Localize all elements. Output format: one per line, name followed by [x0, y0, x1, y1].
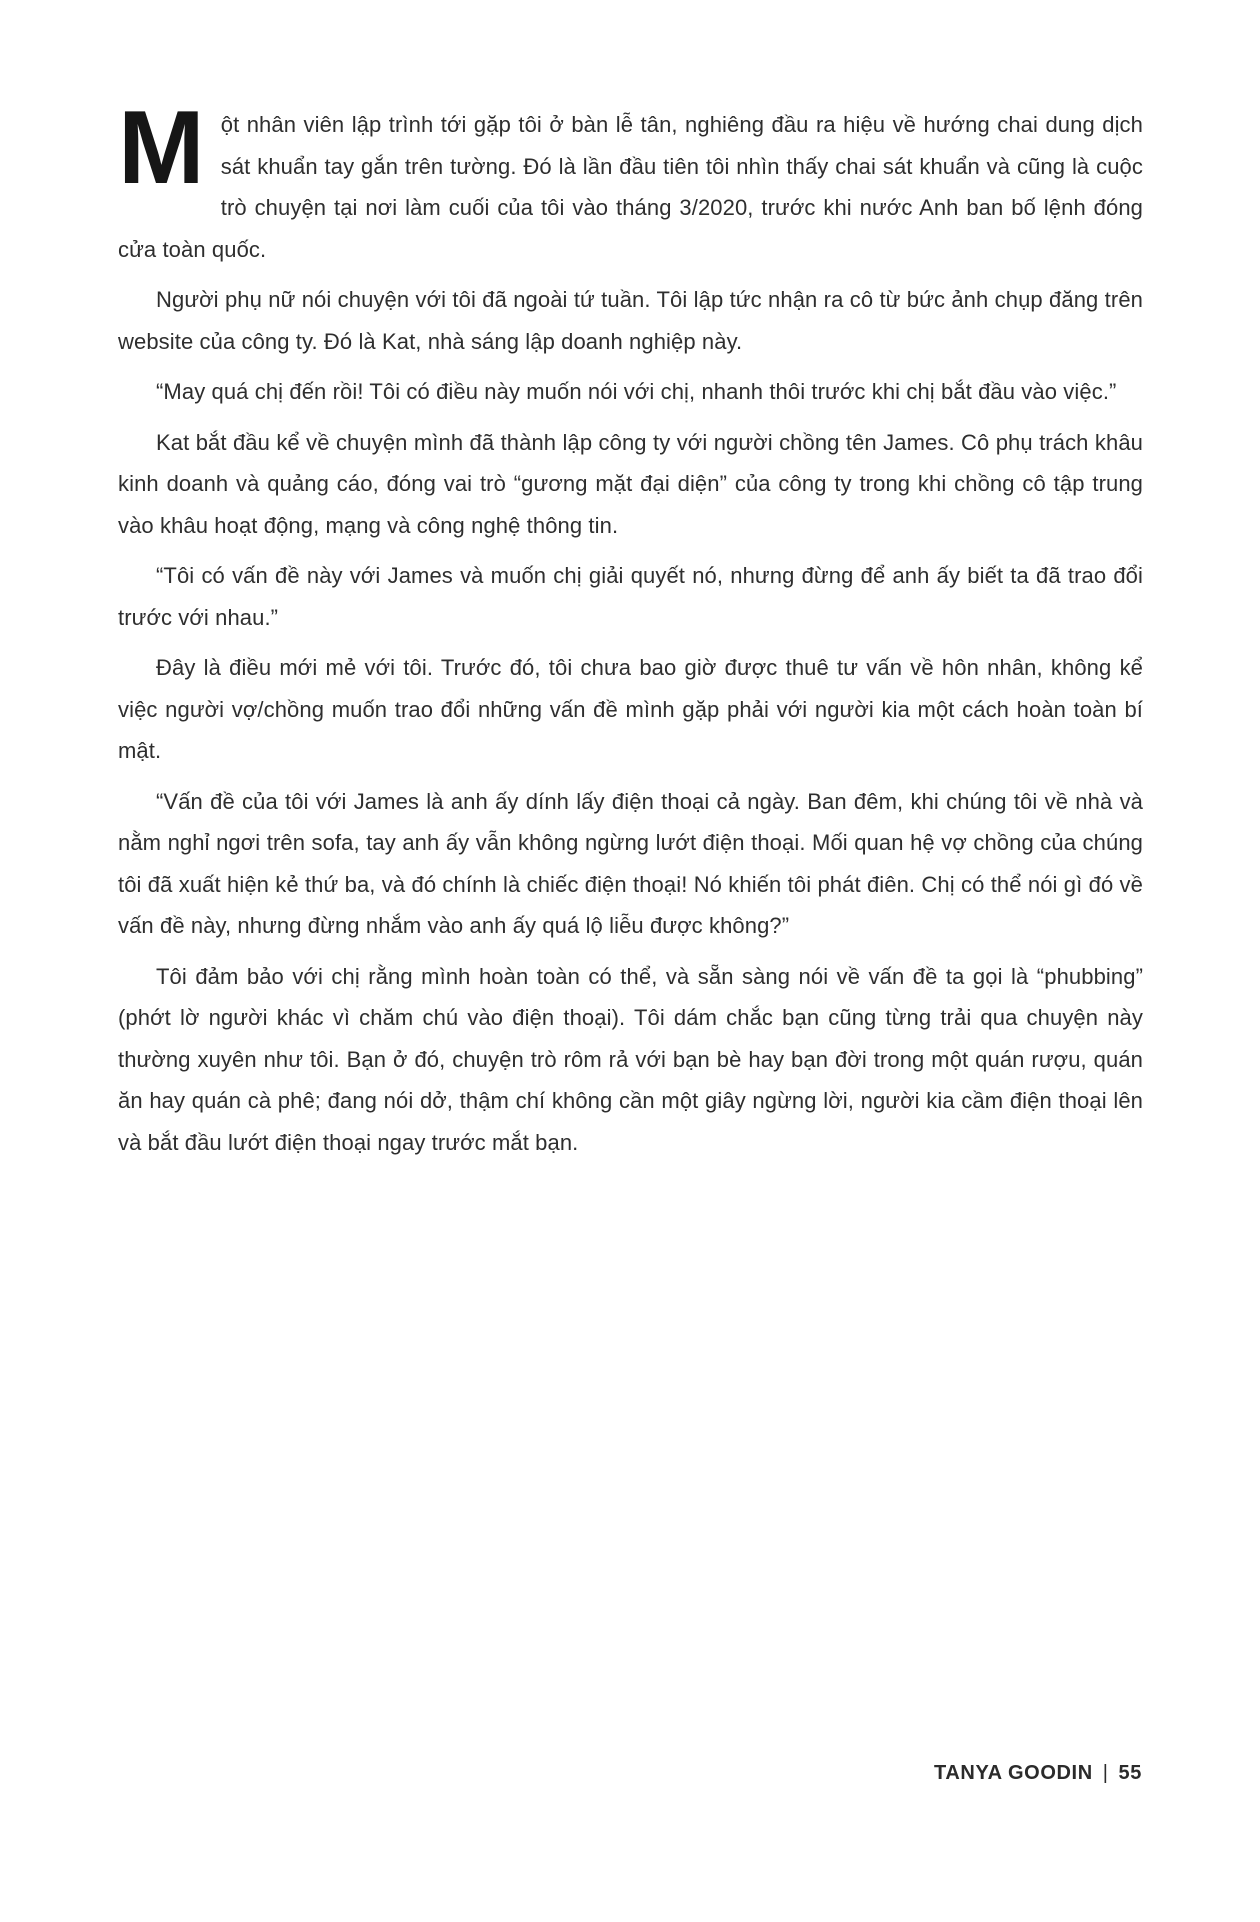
dropcap-letter: M: [118, 90, 205, 206]
paragraph: Tôi đảm bảo với chị rằng mình hoàn toàn có thể, và sẵn sàng nói về vấn đề ta gọi là “phubbing” (phớt lờ người khác vì chăm chú vào điện thoại). Tôi dám chắc bạn cũng từng trải qua chuyện này thường xuyên như tôi. Bạn ở đó, chuyện trò rôm rả với bạn bè hay bạn đời trong một quán rượu, quán ăn hay quán cà phê; đang nói dở, thậm chí không cần một giây ngừng lời, người kia cầm điện thoại lên và bắt đầu lướt điện thoại ngay trước mắt bạn.: [118, 963, 1143, 1155]
paragraph-quote: “May quá chị đến rồi! Tôi có điều này muốn nói với chị, nhanh thôi trước khi chị bắt đầu vào việc.”: [156, 379, 1117, 404]
footer-separator: |: [1102, 1762, 1109, 1784]
footer-page-number: 55: [1118, 1762, 1142, 1784]
paragraph-quote: “Vấn đề của tôi với James là anh ấy dính lấy điện thoại cả ngày. Ban đêm, khi chúng tôi về nhà và nằm nghỉ ngơi trên sofa, tay anh ấy vẫn không ngừng lướt điện thoại. Mối quan hệ vợ chồng của chúng tôi đã xuất hiện kẻ thứ ba, và đó chính là chiếc điện thoại! Nó khiến tôi phát điên. Chị có thể nói gì đó về vấn đề này, nhưng đừng nhắm vào anh ấy quá lộ liễu được không?”: [118, 788, 1143, 938]
page-content: [118, 90, 1143, 1163]
paragraph: Kat bắt đầu kể về chuyện mình đã thành lập công ty với người chồng tên James. Cô phụ trách khâu kinh doanh và quảng cáo, đóng vai trò “gương mặt đại diện” của công ty trong khi chồng cô tập trung vào khâu hoạt động, mạng và công nghệ thông tin.: [118, 429, 1143, 538]
paragraph-quote: “Tôi có vấn đề này với James và muốn chị giải quyết nó, nhưng đừng để anh ấy biết ta đã trao đổi trước với nhau.”: [118, 563, 1143, 630]
paragraph: Đây là điều mới mẻ với tôi. Trước đó, tôi chưa bao giờ được thuê tư vấn về hôn nhân, không kể việc người vợ/chồng muốn trao đổi những vấn đề mình gặp phải với người kia một cách hoàn toàn bí mật.: [118, 655, 1143, 763]
page-footer: [934, 1762, 1142, 1785]
paragraph: Người phụ nữ nói chuyện với tôi đã ngoài tứ tuần. Tôi lập tức nhận ra cô từ bức ảnh chụp đăng trên website của công ty. Đó là Kat, nhà sáng lập doanh nghiệp này.: [118, 287, 1143, 354]
footer-author: TANYA GOODIN: [934, 1762, 1093, 1784]
paragraph-opening: [118, 90, 1143, 270]
paragraph-text: ột nhân viên lập trình tới gặp tôi ở bàn lễ tân, nghiêng đầu ra hiệu về hướng chai dung dịch sát khuẩn tay gắn trên tường. Đó là lần đầu tiên tôi nhìn thấy chai sát khuẩn và cũng là cuộc trò chuyện tại nơi làm cuối của tôi vào tháng 3/2020, trước khi nước Anh ban bố lệnh đóng cửa toàn quốc.: [118, 112, 1143, 262]
